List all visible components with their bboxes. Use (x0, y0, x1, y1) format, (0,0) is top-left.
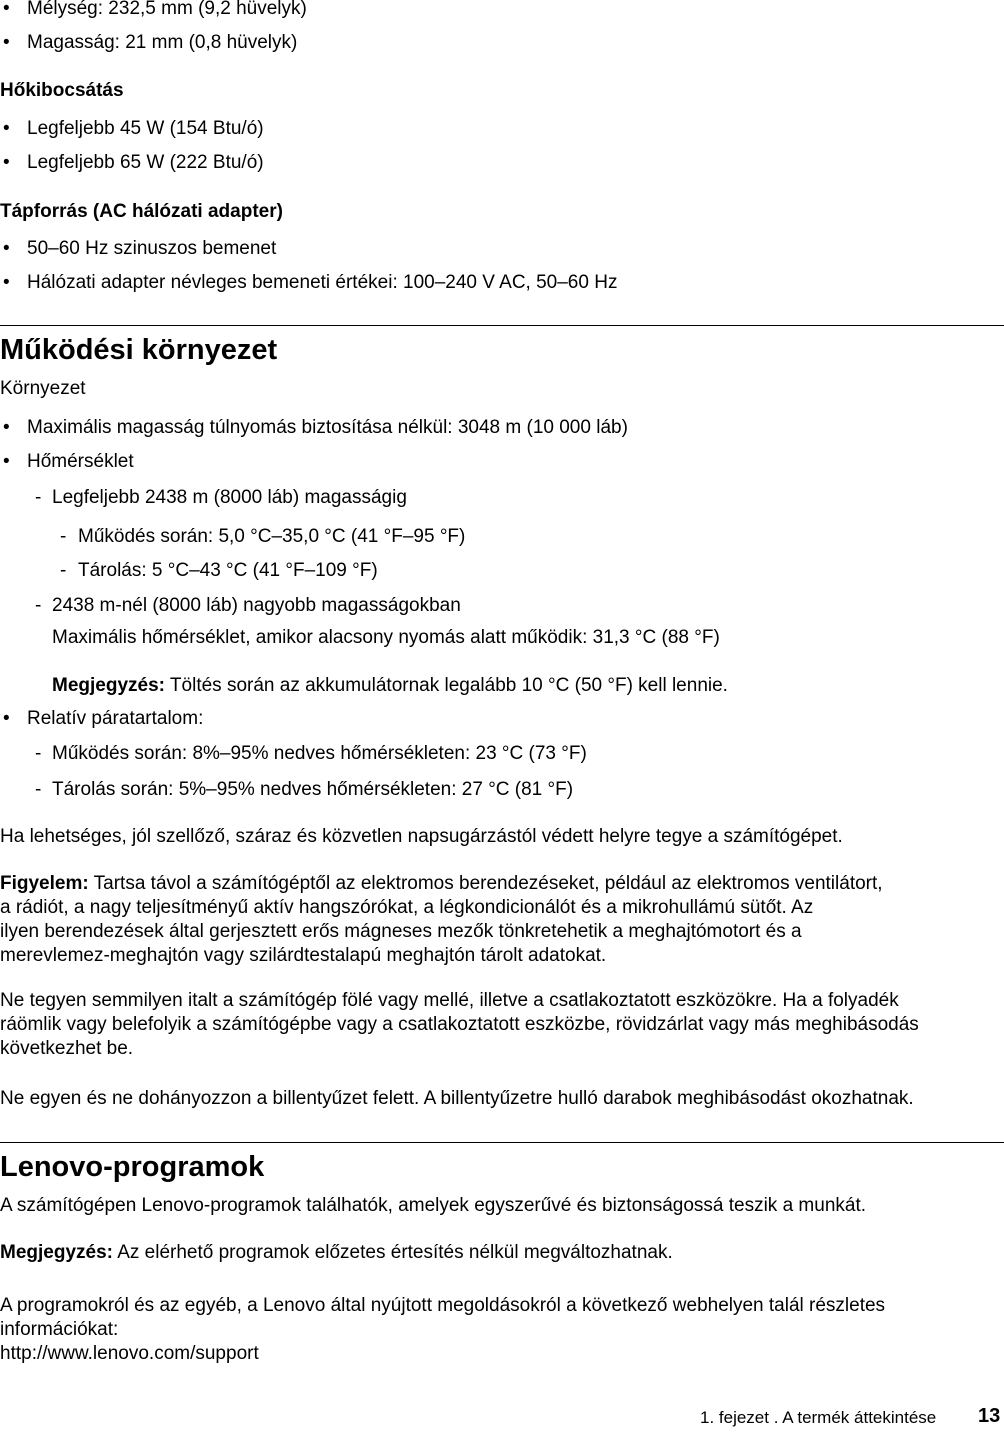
spec-height: Magasság: 21 mm (0,8 hüvelyk) (27, 32, 298, 53)
env-max-temp: Maximális hőmérséklet, amikor alacsony nyomás alatt működik: 31,3 °C (88 °F) (52, 627, 720, 648)
attention-line: a rádiót, a nagy teljesítményű aktív hangszórókat, a légkondicionálót és a mikrohullámú sütőt. Az (0, 897, 814, 918)
section-divider (0, 325, 1004, 326)
attention-label: Figyelem: (0, 873, 89, 894)
info-line: A programokról és az egyéb, a Lenovo által nyújtott megoldásokról a következő webhelyen talál részletes (0, 1295, 886, 1316)
env-humidity: Relatív páratartalom: (27, 708, 204, 729)
env-max-altitude: Maximális magasság túlnyomás biztosítása nélkül: 3048 m (10 000 láb) (27, 417, 628, 438)
note-text: Az elérhető programok előzetes értesítés nélkül megváltozhatnak. (117, 1242, 673, 1263)
attention-line: merevlemez-meghajtón vagy szilárdtestalapú meghajtón tárolt adatokat. (0, 945, 607, 966)
dash-bullet-icon: - (35, 487, 42, 508)
bullet-dot-icon: • (3, 451, 10, 472)
bullet-dot-icon: • (3, 32, 10, 53)
heat-item: Legfeljebb 45 W (154 Btu/ó) (27, 118, 264, 139)
page-number: 13 (978, 1405, 1001, 1427)
bullet-dot-icon: • (3, 708, 10, 729)
heat-item: Legfeljebb 65 W (222 Btu/ó) (27, 152, 264, 173)
section-divider (0, 1142, 1004, 1143)
spec-depth: Mélység: 232,5 mm (9,2 hüvelyk) (27, 0, 307, 19)
env-placement: Ha lehetséges, jól szellőző, száraz és közvetlen napsugárzástól védett helyre tegye a számítógépet. (0, 826, 843, 847)
liquid-line: Ne tegyen semmilyen italt a számítógép fölé vagy mellé, illetve a csatlakoztatott eszközökre. Ha a folyadék (0, 990, 899, 1011)
note-label: Megjegyzés: (0, 1242, 113, 1263)
env-up-to-altitude: Legfeljebb 2438 m (8000 láb) magasságig (52, 487, 407, 508)
lenovo-heading: Lenovo-programok (0, 1151, 265, 1183)
heat-title: Hőkibocsátás (0, 80, 124, 101)
dash-bullet-icon: - (60, 526, 67, 547)
env-humidity-storage: Tárolás során: 5%–95% nedves hőmérsékleten: 27 °C (81 °F) (52, 779, 574, 800)
keyboard-warning: Ne egyen és ne dohányozzon a billentyűzet felett. A billentyűzetre hulló darabok meghibásodást okozhatnak. (0, 1088, 914, 1109)
env-humidity-operating: Működés során: 8%–95% nedves hőmérsékleten: 23 °C (73 °F) (52, 743, 587, 764)
env-note (52, 674, 728, 698)
dash-bullet-icon: - (35, 779, 42, 800)
bullet-dot-icon: • (3, 417, 10, 438)
bullet-dot-icon: • (3, 238, 10, 259)
lenovo-info-paragraph (0, 1294, 1004, 1366)
bullet-dot-icon: • (3, 0, 10, 19)
liquid-line: ráömlik vagy belefolyik a számítógépbe vagy a csatlakoztatott eszközbe, rövidzárlat vagy más meghibásodás (0, 1014, 919, 1035)
note-label: Megjegyzés: (52, 675, 165, 696)
liquid-paragraph (0, 989, 1004, 1061)
attention-line: ilyen berendezések által gerjesztett erős mágneses mezők tönkretehetik a meghajtómotort és a (0, 921, 802, 942)
info-line: információkat: (0, 1319, 119, 1340)
dash-bullet-icon: - (35, 595, 42, 616)
power-item: 50–60 Hz szinuszos bemenet (27, 238, 277, 259)
env-above-altitude: 2438 m-nél (8000 láb) nagyobb magasságokban (52, 595, 461, 616)
lenovo-note (0, 1241, 673, 1265)
power-item: Hálózati adapter névleges bemeneti értékei: 100–240 V AC, 50–60 Hz (27, 272, 618, 293)
liquid-line: következhet be. (0, 1038, 134, 1059)
dash-bullet-icon: - (35, 743, 42, 764)
note-text: Töltés során az akkumulátornak legalább 10 °C (50 °F) kell lennie. (169, 675, 728, 696)
attention-paragraph (0, 872, 1004, 968)
bullet-dot-icon: • (3, 272, 10, 293)
bullet-dot-icon: • (3, 118, 10, 139)
env-heading: Működési környezet (0, 334, 278, 366)
bullet-dot-icon: • (3, 152, 10, 173)
power-title: Tápforrás (AC hálózati adapter) (0, 201, 283, 222)
footer-chapter: 1. fejezet . A termék áttekintése (700, 1408, 937, 1427)
env-temperature: Hőmérséklet (27, 451, 134, 472)
attention-line: Tartsa távol a számítógéptől az elektromos berendezéseket, például az elektromos ventilátort, (93, 873, 883, 894)
env-operating: Működés során: 5,0 °C–35,0 °C (41 °F–95 °F) (78, 526, 466, 547)
support-link[interactable]: http://www.lenovo.com/support (0, 1343, 259, 1364)
env-subtitle: Környezet (0, 378, 86, 399)
env-storage: Tárolás: 5 °C–43 °C (41 °F–109 °F) (78, 560, 378, 581)
dash-bullet-icon: - (60, 560, 67, 581)
lenovo-intro: A számítógépen Lenovo-programok találhatók, amelyek egyszerűvé és biztonságossá teszik a munkát. (0, 1195, 867, 1216)
